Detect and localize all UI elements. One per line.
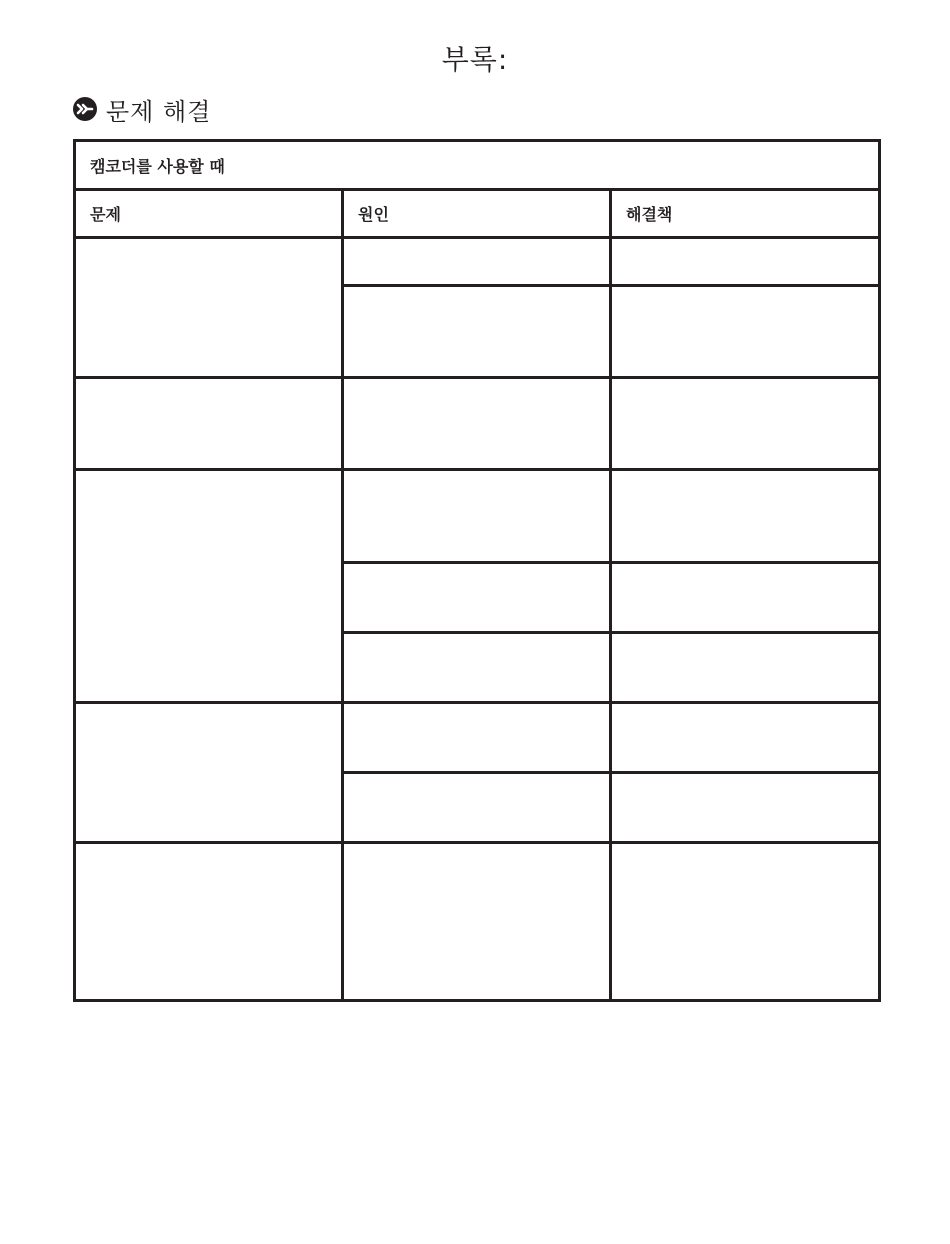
solution-cell [611,773,880,843]
cause-cell [343,378,611,470]
header-solution: 해결책 [611,190,880,238]
header-cause: 원인 [343,190,611,238]
problem-cell [75,238,343,378]
solution-cell [611,703,880,773]
solution-cell [611,238,880,286]
cause-cell [343,703,611,773]
solution-cell [611,843,880,1001]
cause-cell [343,286,611,378]
table-header-row [75,190,880,238]
troubleshooting-table [73,139,881,1002]
cause-cell [343,633,611,703]
problem-cell [75,470,343,703]
header-problem: 문제 [75,190,343,238]
table-row [75,238,880,286]
table-row [75,470,880,563]
solution-cell [611,633,880,703]
cause-cell [343,773,611,843]
table-caption-row [75,141,880,190]
problem-cell [75,703,343,843]
section-title: 문제 해결 [106,97,212,126]
cause-cell [343,238,611,286]
table-row [75,843,880,1001]
cause-cell [343,563,611,633]
problem-cell [75,843,343,1001]
table-row [75,378,880,470]
table-row [75,703,880,773]
cause-cell [343,843,611,1001]
solution-cell [611,563,880,633]
solution-cell [611,286,880,378]
solution-cell [611,378,880,470]
page-title: 부록: [441,43,509,76]
double-chevron-right-icon [72,96,98,122]
table-caption: 캠코더를 사용할 때 [75,141,880,190]
problem-cell [75,378,343,470]
cause-cell [343,470,611,563]
section-heading [72,92,211,126]
solution-cell [611,470,880,563]
